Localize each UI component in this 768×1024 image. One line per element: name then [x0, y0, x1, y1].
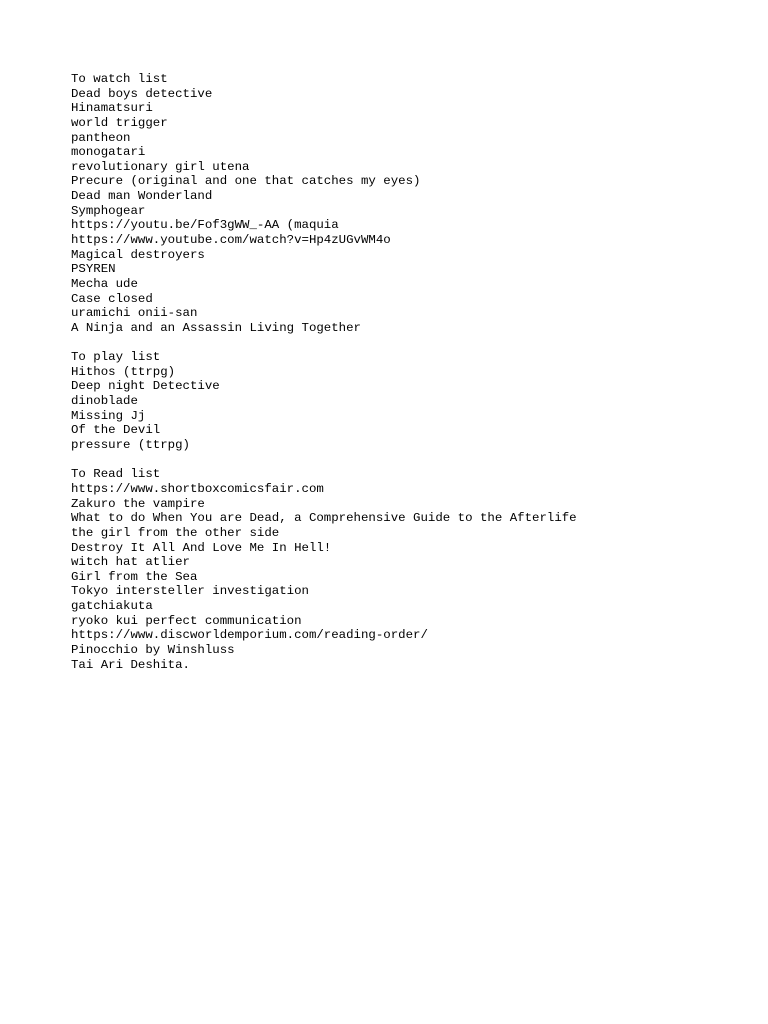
list-item: Dead man Wonderland — [71, 189, 213, 204]
section-heading: To play list — [71, 350, 161, 365]
list-item-link: https://youtu.be/Fof3gWW_-AA (maquia — [71, 218, 339, 233]
list-item: dinoblade — [71, 394, 138, 409]
list-item: Mecha ude — [71, 276, 138, 291]
read-list-section — [71, 467, 751, 672]
document-page — [71, 72, 751, 672]
list-item: witch hat atlier — [71, 555, 190, 570]
list-item: Deep night Detective — [71, 379, 220, 394]
list-item: Case closed — [71, 291, 153, 306]
list-item: gatchiakuta — [71, 599, 153, 614]
list-item: pressure (ttrpg) — [71, 438, 190, 453]
list-item: Dead boys detective — [71, 86, 213, 101]
list-item: PSYREN — [71, 262, 116, 277]
list-item: Tai Ari Deshita. — [71, 657, 190, 672]
list-item: Destroy It All And Love Me In Hell! — [71, 540, 332, 555]
list-item: uramichi onii-san — [71, 306, 198, 321]
list-item: revolutionary girl utena — [71, 159, 250, 174]
list-item-link: https://www.youtube.com/watch?v=Hp4zUGvWM4o — [71, 233, 391, 248]
section-heading: To watch list — [71, 72, 168, 86]
list-item: Tokyo intersteller investigation — [71, 584, 309, 599]
list-item-link: https://www.shortboxcomicsfair.com — [71, 481, 324, 496]
list-item: Magical destroyers — [71, 247, 205, 262]
list-item: Of the Devil — [71, 423, 161, 438]
list-item: world trigger — [71, 115, 168, 130]
list-item: Zakuro the vampire — [71, 496, 205, 511]
list-item: Hithos (ttrpg) — [71, 364, 176, 379]
list-item: Girl from the Sea — [71, 569, 198, 584]
list-item: Pinocchio by Winshluss — [71, 642, 235, 657]
list-item: Symphogear — [71, 203, 146, 218]
list-item: Hinamatsuri — [71, 101, 153, 116]
list-item: What to do When You are Dead, a Comprehensive Guide to the Afterlife — [71, 511, 577, 526]
list-item: monogatari — [71, 145, 146, 160]
list-item: Precure (original and one that catches my eyes) — [71, 174, 421, 189]
list-item: A Ninja and an Assassin Living Together — [71, 320, 361, 335]
section-heading: To Read list — [71, 467, 161, 482]
list-item: ryoko kui perfect communication — [71, 613, 302, 628]
list-item-link: https://www.discworldemporium.com/reading-order/ — [71, 628, 428, 643]
play-list-section — [71, 350, 751, 452]
watch-list-section — [71, 72, 751, 336]
list-item: Missing Jj — [71, 408, 146, 423]
list-item: pantheon — [71, 130, 131, 145]
list-item: the girl from the other side — [71, 525, 280, 540]
